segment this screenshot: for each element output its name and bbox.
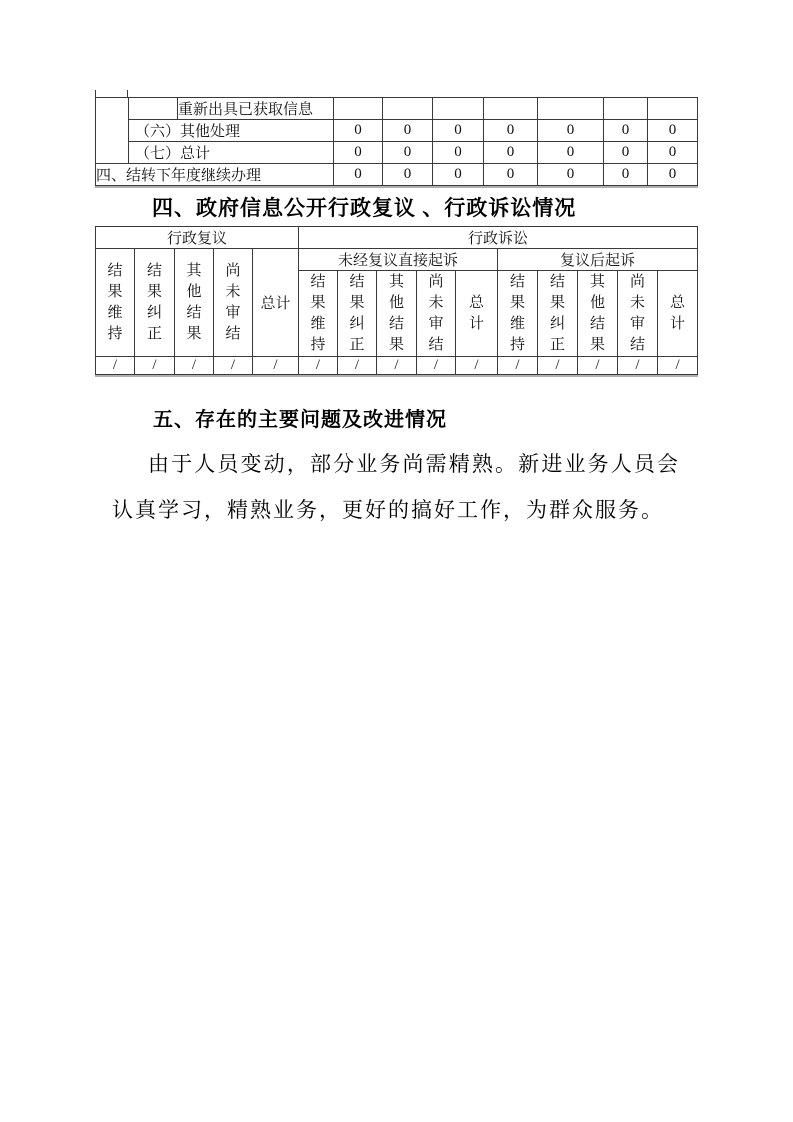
column-header [618,271,658,357]
column-header [538,271,578,357]
value-cell [484,98,538,120]
column-header [299,271,338,357]
column-header-label: 尚未审结 [428,273,444,353]
subgroup-header-direct: 未经复议直接起诉 [299,249,498,271]
column-header-label: 总计 [468,294,484,332]
column-header-label: 结果纠正 [549,273,565,353]
value-cell: 0 [433,164,484,186]
value-cell: 0 [383,120,433,142]
column-header [135,249,175,357]
value-cell: 0 [433,142,484,164]
row-label: （六）其他处理 [129,120,334,142]
column-header [338,271,377,357]
value-cell: 0 [334,164,383,186]
value-cell [433,98,484,120]
value-cell: / [658,357,698,375]
column-header [498,271,538,357]
column-header [96,249,135,357]
section-4-heading: 四、政府信息公开行政复议 、行政诉讼情况 [152,196,577,220]
section-5-paragraph: 由于人员变动，部分业务尚需精熟。新进业务人员会认真学习，精熟业务，更好的搞好工作，为群众服务。 [112,452,680,522]
column-header [578,271,618,357]
value-cell: 0 [433,120,484,142]
column-header [377,271,417,357]
subgroup-header-after-review: 复议后起诉 [498,249,698,271]
value-cell: 0 [538,142,604,164]
group-header-review: 行政复议 [96,227,299,249]
value-cell: 0 [648,164,698,186]
value-cell: / [175,357,214,375]
disposition-table [95,97,698,186]
value-cell: 0 [484,142,538,164]
value-cell: 0 [604,164,648,186]
column-header [214,249,253,357]
value-cell [604,98,648,120]
row-label: 四、结转下年度继续办理 [96,164,334,186]
value-cell: 0 [538,120,604,142]
column-header-label: 尚未审结 [629,273,645,353]
review-litigation-table [95,226,698,375]
row-label: （七）总计 [129,142,334,164]
value-cell: / [299,357,338,375]
row-label: 重新出具已获取信息 [178,98,334,120]
value-cell [538,98,604,120]
value-cell: 0 [334,142,383,164]
column-header-label: 结果纠正 [349,273,365,353]
value-cell: / [578,357,618,375]
value-cell: / [417,357,456,375]
value-cell: 0 [648,142,698,164]
column-header-label: 尚未审结 [225,262,241,342]
column-header [175,249,214,357]
value-cell [383,98,433,120]
column-header-label: 结果维持 [107,262,123,342]
value-cell: / [214,357,253,375]
column-header-label: 其他结果 [186,262,202,342]
value-cell: 0 [484,120,538,142]
section-5-heading: 五、存在的主要问题及改进情况 [153,409,447,431]
value-cell: 0 [334,120,383,142]
value-cell: / [338,357,377,375]
column-header [456,271,498,357]
group-header-litigation: 行政诉讼 [299,227,698,249]
value-cell: / [96,357,135,375]
column-header [417,271,456,357]
value-cell: 0 [604,120,648,142]
value-cell: / [377,357,417,375]
value-cell: 0 [648,120,698,142]
value-cell: / [498,357,538,375]
column-header-label: 结果维持 [310,273,326,353]
value-cell: / [538,357,578,375]
value-cell: 0 [484,164,538,186]
value-cell: 0 [604,142,648,164]
column-header-label: 总计 [670,294,686,332]
empty-stub-cell [129,98,178,120]
column-header [658,271,698,357]
value-cell [648,98,698,120]
value-cell [334,98,383,120]
value-cell: / [135,357,175,375]
value-cell: 0 [538,164,604,186]
value-cell: / [618,357,658,375]
value-cell: 0 [383,142,433,164]
value-cell: / [253,357,299,375]
column-header-label: 其他结果 [589,273,605,353]
column-header-total: 总计 [253,249,299,357]
empty-stub-cell [96,98,129,164]
value-cell: / [456,357,498,375]
column-header-label: 结果纠正 [146,262,162,342]
column-header-label: 结果维持 [509,273,525,353]
value-cell: 0 [383,164,433,186]
column-header-label: 其他结果 [388,273,404,353]
